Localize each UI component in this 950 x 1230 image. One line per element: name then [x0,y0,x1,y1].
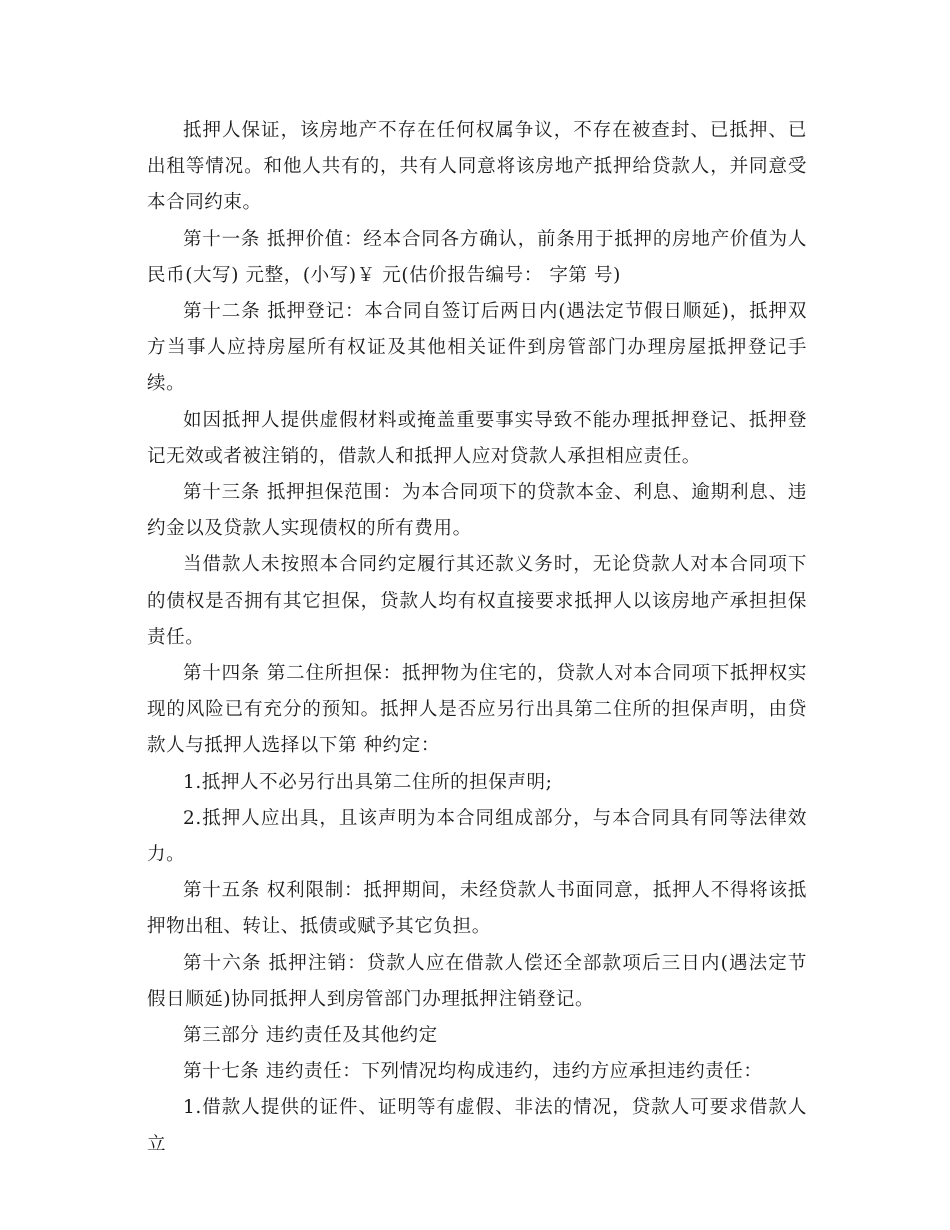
paragraph-article-16: 第十六条 抵押注销：贷款人应在借款人偿还全部款项后三日内(遇法定节假日顺延)协同抵押人到房管部门办理抵押注销登记。 [147,952,807,1010]
paragraph-breach-item-1: 1.借款人提供的证件、证明等有虚假、非法的情况，贷款人可要求借款人立 [147,1097,807,1155]
paragraph-option-1: 1.抵押人不必另行出具第二住所的担保声明; [183,771,553,793]
paragraph-article-17: 第十七条 违约责任：下列情况均构成违约，违约方应承担违约责任： [183,1061,763,1083]
paragraph-borrower-default: 当借款人未按照本合同约定履行其还款义务时，无论贷款人对本合同项下的债权是否拥有其它担保，贷款人均有权直接要求抵押人以该房地产承担担保责任。 [147,554,807,648]
paragraph-option-2: 2.抵押人应出具，且该声明为本合同组成部分，与本合同具有同等法律效力。 [147,807,807,866]
paragraph-article-14: 第十四条 第二住所担保：抵押物为住宅的，贷款人对本合同项下抵押权实现的风险已有充分的预知。抵押人是否应另行出具第二住所的担保声明，由贷款人与抵押人选择以下第 种约定： [147,663,807,757]
paragraph-article-12: 第十二条 抵押登记：本合同自签订后两日内(遇法定节假日顺延)，抵押双方当事人应持房屋所有权证及其他相关证件到房管部门办理房屋抵押登记手续。 [147,301,807,395]
paragraph-false-materials: 如因抵押人提供虚假材料或掩盖重要事实导致不能办理抵押登记、抵押登记无效或者被注销的，借款人和抵押人应对贷款人承担相应责任。 [147,409,807,467]
section-heading-part-3: 第三部分 违约责任及其他约定 [183,1025,438,1047]
document-body [147,113,807,1163]
paragraph-article-11: 第十一条 抵押价值：经本合同各方确认，前条用于抵押的房地产价值为人民币(大写) 元整，(小写)￥ 元(估价报告编号： 字第 号) [147,228,807,286]
paragraph-article-15: 第十五条 权利限制：抵押期间，未经贷款人书面同意，抵押人不得将该抵押物出租、转让、抵债或赋予其它负担。 [147,880,807,938]
paragraph-article-13: 第十三条 抵押担保范围：为本合同项下的贷款本金、利息、逾期利息、违约金以及贷款人实现债权的所有费用。 [147,482,807,540]
paragraph-mortgagor-guarantee: 抵押人保证，该房地产不存在任何权属争议，不存在被查封、已抵押、已出租等情况。和他人共有的，共有人同意将该房地产抵押给贷款人，并同意受本合同约束。 [147,120,807,214]
